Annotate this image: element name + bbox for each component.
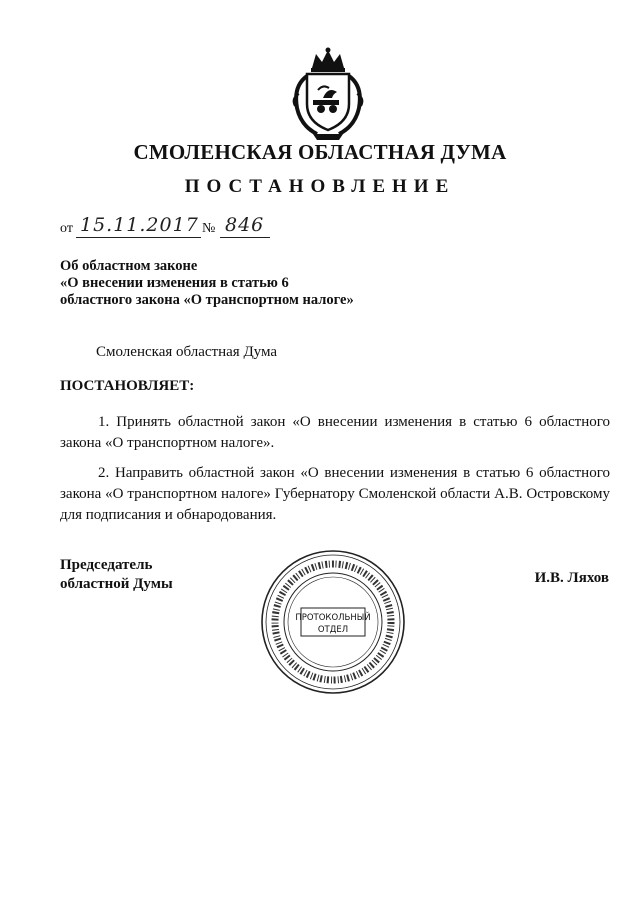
paragraph-2: 2. Направить областной закон «О внесении изменения в статью 6 областного закона «О транспортном налоге» Губернатору Смоленской области А.В. Островскому для подписания и обнародования. (60, 465, 610, 523)
signatory-title-line: Председатель (60, 557, 153, 573)
subject-line: «О внесении изменения в статью 6 (60, 275, 289, 291)
date-number-line (60, 214, 270, 240)
from-label: от (60, 221, 73, 236)
signatory-title (60, 556, 173, 594)
organization-title: СМОЛЕНСКАЯ ОБЛАСТНАЯ ДУМА (133, 140, 507, 164)
official-seal (259, 548, 407, 696)
signatory-name: И.В. Ляхов (534, 570, 609, 586)
handwritten-date: 15.11.2017 (80, 214, 199, 236)
signatory-title-line: областной Думы (60, 576, 173, 592)
seal-center-line2: ОТДЕЛ (317, 625, 349, 635)
decree-word: ПОСТАНОВЛЯЕТ: (60, 378, 195, 394)
document-type-title: ПОСТАНОВЛЕНИЕ (184, 176, 456, 197)
subject-line: Об областном законе (60, 258, 198, 274)
coat-of-arms-emblem (285, 46, 371, 142)
issuer-name: Смоленская областная Дума (96, 344, 278, 360)
date-underline (76, 237, 201, 238)
document-subject (60, 258, 354, 309)
handwritten-number: 846 (225, 214, 265, 236)
number-underline (220, 237, 270, 238)
paragraph-1: 1. Принять областной закон «О внесении изменения в статью 6 областного закона «О транспортном налоге». (60, 414, 610, 451)
seal-center-line1: ПРОТОКОЛЬНЫЙ (295, 613, 371, 623)
number-label: № (202, 221, 216, 236)
subject-line: областного закона «О транспортном налоге» (60, 292, 354, 308)
